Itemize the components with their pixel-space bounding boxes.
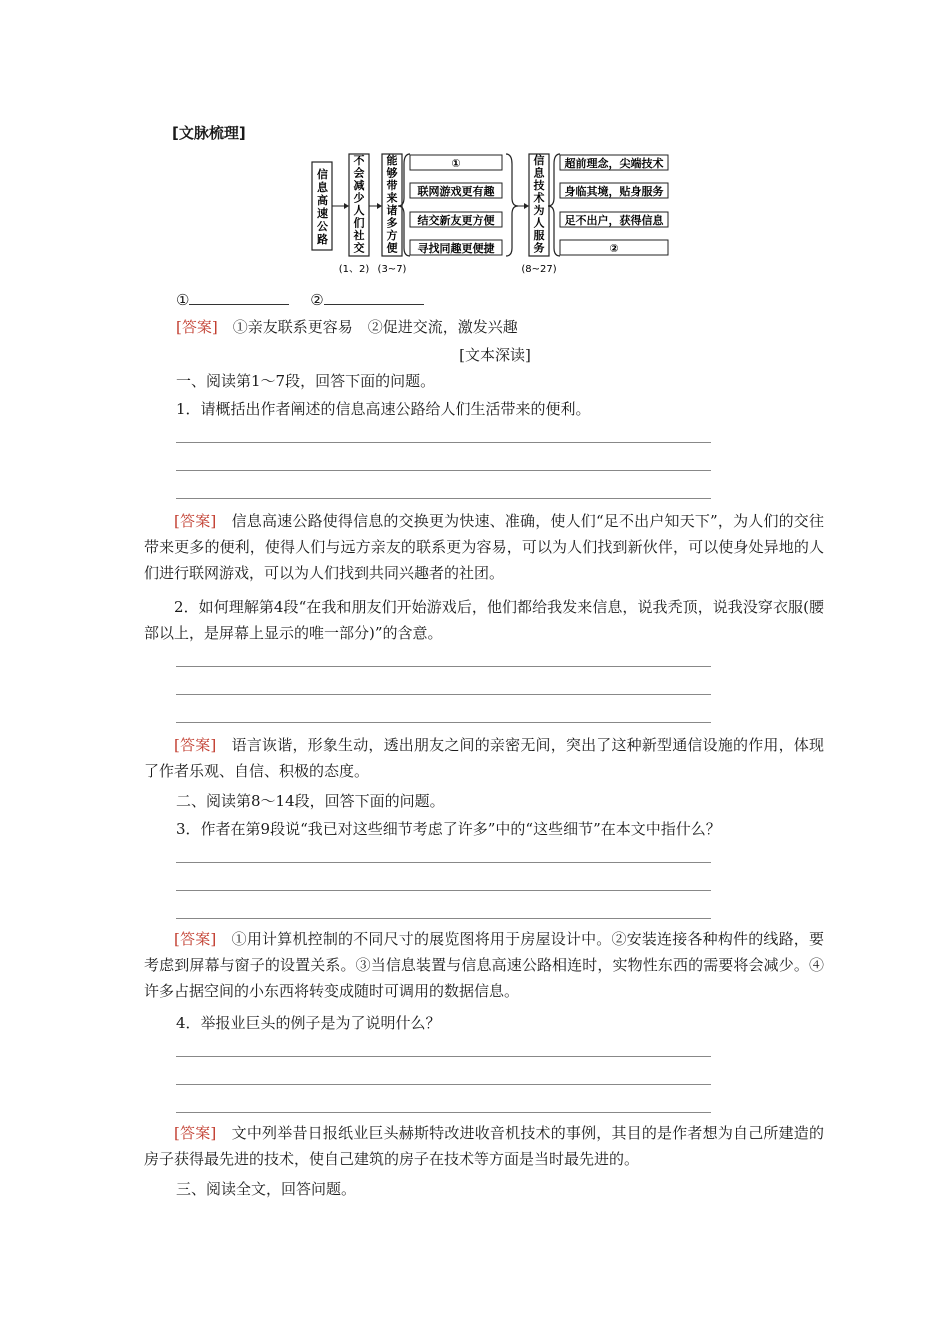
col4-range: (8~27)	[521, 264, 557, 275]
question-3: 3．作者在第9段说“我已对这些细节考虑了许多”中的“这些细节”在本文中指什么？	[176, 820, 721, 838]
answer-line	[176, 722, 711, 723]
part-1-heading: 一、阅读第1～7段，回答下面的问题。	[176, 372, 436, 390]
diagram-char: 务	[533, 241, 545, 255]
answer-4	[144, 1120, 824, 1172]
diagram-char: 息	[315, 181, 329, 193]
diagram-char: 减	[353, 179, 365, 192]
answer-label: [答案]	[174, 736, 217, 754]
answer-3-text: ①用计算机控制的不同尺寸的展览图将用于房屋设计中。②安装连接各种构件的线路，要考虑到屏幕与窗子的设置关系。③当信息装置与信息高速公路相连时，实物性东西的需要将会减少。④许多占据空间的小东西将转变成随时可调用的数据信息。	[144, 930, 824, 1000]
section-title: [文脉梳理]	[172, 124, 246, 142]
deep-read-title	[0, 344, 950, 365]
blank-1-label: ①	[176, 291, 190, 309]
answer-2-text: 语言诙谐，形象生动，透出朋友之间的亲密无间，突出了这种新型通信设施的作用，体现了作者乐观、自信、积极的态度。	[144, 736, 824, 780]
diagram-char: 高	[315, 194, 329, 206]
diagram-char: 能	[386, 154, 398, 167]
answer-3	[144, 926, 824, 1004]
answer-line	[176, 918, 711, 919]
question-4: 4．举报业巨头的例子是为了说明什么？	[176, 1014, 441, 1032]
diagram-char: 交	[353, 241, 365, 255]
diagram-char: 多	[386, 216, 398, 230]
diagram-char: 为	[533, 204, 545, 217]
answer-label: [答案]	[176, 318, 218, 336]
question-2: 2．如何理解第4段“在我和朋友们开始游戏后，他们都给我发来信息，说我秃顶，说我没穿衣服(腰部以上，是屏幕上显示的唯一部分)”的含意。	[144, 598, 824, 642]
answer-line	[176, 1056, 711, 1057]
answer-line	[176, 694, 711, 695]
diagram-char: 社	[353, 229, 365, 242]
answer-1	[144, 508, 824, 586]
answer-label: [答案]	[174, 1124, 217, 1142]
diagram-char: 少	[353, 191, 365, 205]
diagram-char: 来	[386, 191, 398, 205]
group2-item: 身临其境，贴身服务	[564, 185, 664, 198]
diagram-char: 不	[353, 154, 365, 167]
answer-line	[176, 442, 711, 443]
diagram-char: 们	[353, 216, 365, 230]
diagram-char: 方	[386, 229, 398, 242]
diagram-char: 速	[315, 207, 329, 219]
question-1: 1．请概括出作者阐述的信息高速公路给人们生活带来的便利。	[176, 400, 591, 418]
answer-line	[176, 1084, 711, 1085]
answer-line	[176, 470, 711, 471]
fill-blanks	[176, 290, 440, 309]
diagram-char: 人	[533, 216, 545, 230]
diagram-char: 诸	[386, 204, 398, 217]
col4-text	[533, 153, 546, 255]
answer-line	[176, 666, 711, 667]
diagram-char: 公	[315, 220, 329, 232]
group1-item: 寻找同趣更便捷	[417, 242, 495, 255]
diagram-char: 会	[353, 166, 365, 180]
deep-read-title-text: [文本深读]	[459, 346, 531, 364]
col2-text	[353, 153, 365, 255]
diagram-char: 路	[315, 233, 329, 245]
diagram-char: 技	[533, 179, 545, 192]
col2-range: (1、2)	[338, 264, 370, 275]
diagram-char: 信	[315, 168, 329, 180]
answer-0	[176, 316, 518, 338]
blank-1-line	[189, 290, 289, 305]
blank-2-line	[324, 290, 424, 305]
diagram-char: 够	[386, 166, 398, 180]
answer-1-text: 信息高速公路使得信息的交换更为快速、准确，使人们“足不出户知天下”，为人们的交往带来更多的便利，使得人们与远方亲友的联系更为容易，可以为人们找到新伙伴，可以使身处异地的人们进行联网游戏，可以为人们找到共同兴趣者的社团。	[144, 512, 824, 582]
part-2-heading: 二、阅读第8～14段，回答下面的问题。	[176, 792, 445, 810]
group2-item: 足不出户，获得信息	[564, 214, 664, 227]
answer-line	[176, 498, 711, 499]
diagram-char: 术	[533, 191, 545, 205]
structure-diagram	[310, 150, 680, 280]
diagram-char: 带	[386, 179, 398, 192]
answer-label: [答案]	[174, 512, 217, 530]
answer-4-text: 文中列举昔日报纸业巨头赫斯特改进收音机技术的事例，其目的是作者想为自己所建造的房子获得最先进的技术，使自己建筑的房子在技术等方面是当时最先进的。	[144, 1124, 824, 1168]
answer-label: [答案]	[174, 930, 217, 948]
group1-item: 联网游戏更有趣	[417, 185, 495, 198]
col1-text	[316, 167, 329, 245]
diagram-char: 人	[353, 204, 365, 217]
blank-2-label: ②	[310, 291, 324, 309]
group2-item: ②	[609, 242, 619, 255]
group1-item: 结交新友更方便	[417, 214, 495, 227]
answer-line	[176, 1112, 711, 1113]
answer-line	[176, 890, 711, 891]
group1-item: ①	[451, 157, 461, 170]
answer-0-text: ①亲友联系更容易 ②促进交流，激发兴趣	[232, 318, 518, 336]
part-3-heading: 三、阅读全文，回答问题。	[176, 1180, 357, 1198]
answer-line	[176, 862, 711, 863]
answer-2	[144, 732, 824, 784]
group2-item: 超前理念，尖端技术	[564, 157, 664, 170]
diagram-char: 服	[533, 229, 545, 242]
diagram-char: 息	[533, 166, 545, 180]
col3-text	[387, 153, 399, 255]
col3-range: (3~7)	[377, 264, 407, 275]
diagram-char: 便	[386, 241, 398, 255]
diagram-char: 信	[533, 154, 545, 167]
